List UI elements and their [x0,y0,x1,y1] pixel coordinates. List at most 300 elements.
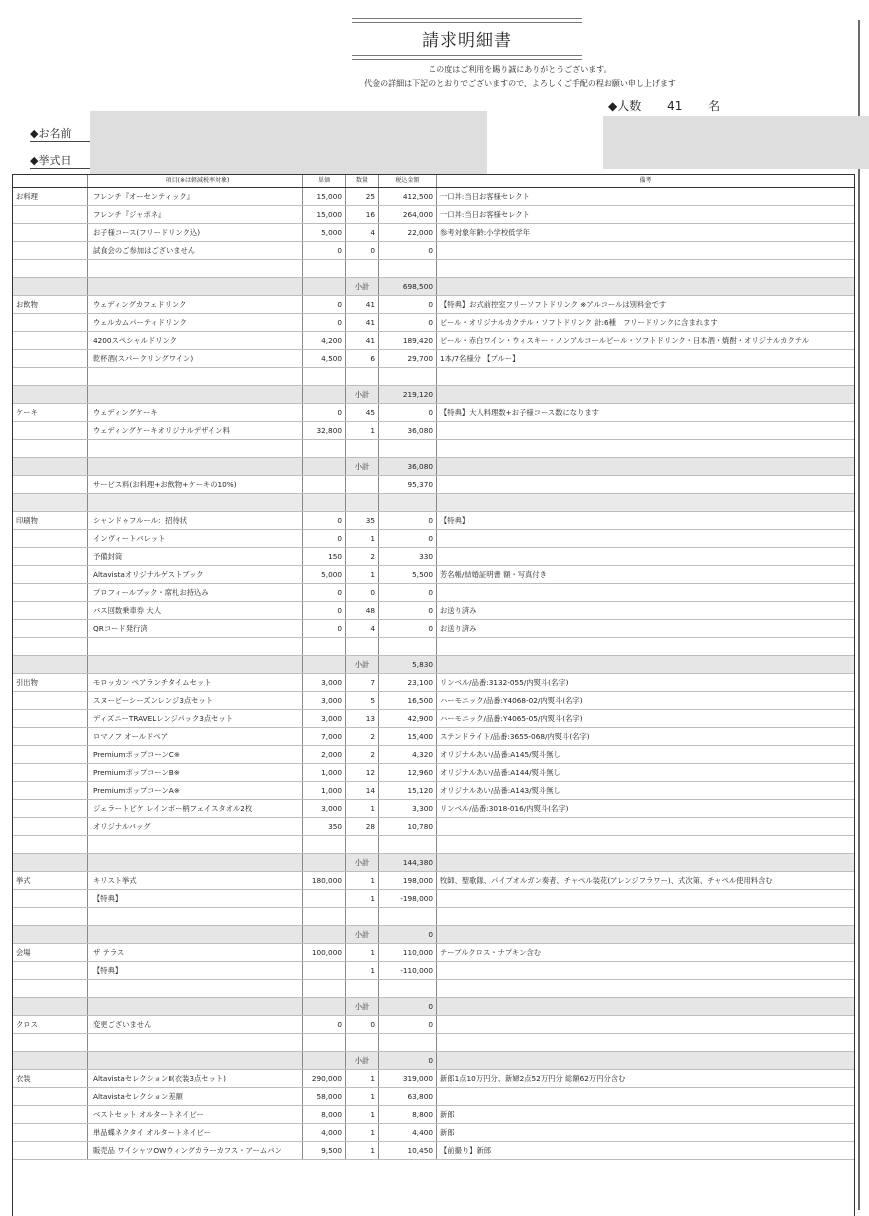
title-rule-bottom-2 [352,59,582,60]
qty-cell: 小計 [346,278,379,295]
table-row [13,944,854,962]
category-cell [13,278,88,295]
note-cell: ステンドライト/品番:3655-068/内熨斗(名字) [440,732,590,741]
price-cell: 350 [303,818,346,835]
col-category-header [13,175,88,187]
category-cell [13,332,88,349]
guest-count-label: ◆人数 [608,99,642,113]
item-cell: Altavistaセレクション差額 [88,1088,303,1105]
amount-cell: 42,900 [379,710,437,727]
table-row [13,800,854,818]
note-cell: ハーモニック/品番:Y4065-05/内熨斗(名字) [440,714,583,723]
note-cell: リンベル/品番:3018-016/内熨斗(名字) [440,804,569,813]
price-cell [303,386,346,403]
blank-row [13,260,854,278]
price-cell: 2,000 [303,746,346,763]
item-cell [88,980,303,997]
table-row [13,710,854,728]
amount-cell: 698,500 [379,278,437,295]
note-cell: ビール・赤白ワイン・ウィスキー・ノンアルコールビール・ソフトドリンク・日本酒・焼酎・オリジナルカクテル [440,336,809,345]
amount-cell [379,908,437,925]
price-cell: 150 [303,548,346,565]
subtotal-row [13,656,854,674]
category-cell [13,494,88,511]
item-cell: AltavistaセレクションⅡ(衣装3点セット) [88,1070,303,1087]
title-rule-top-2 [352,22,582,23]
ceremony-date-label: ◆挙式日 [30,154,72,167]
qty-cell: 0 [346,584,379,601]
category-cell [13,476,88,493]
price-cell: 32,800 [303,422,346,439]
price-cell: 0 [303,242,346,259]
table-row [13,692,854,710]
note-cell [437,1016,854,1033]
amount-cell [379,440,437,457]
table-row [13,566,854,584]
table-row [13,962,854,980]
price-cell [303,656,346,673]
price-cell [303,854,346,871]
qty-cell: 1 [346,944,379,961]
price-cell [303,998,346,1015]
qty-cell: 35 [346,512,379,529]
note-cell [437,422,854,439]
price-cell: 3,000 [303,692,346,709]
price-cell: 9,500 [303,1142,346,1159]
table-row [13,746,854,764]
qty-cell: 25 [346,188,379,205]
table-row [13,1106,854,1124]
amount-cell: 10,450 [379,1142,437,1159]
amount-cell [379,980,437,997]
note-cell: 芳名帳/結婚証明書 額・写真付き [440,570,547,579]
item-cell: 販売品 ワイシャツOWウィングカラーカフス・アームバン [88,1142,303,1159]
document-title: 請求明細書 [422,31,512,51]
qty-cell [346,1034,379,1051]
category-cell [13,566,88,583]
category-cell [13,656,88,673]
note-cell [437,908,854,925]
table-body [13,188,854,1160]
item-cell: 単品蝶ネクタイ オルタートネイビー [88,1124,303,1141]
price-cell [303,908,346,925]
table-row [13,242,854,260]
item-cell: ウェディングケーキ [88,404,303,421]
amount-cell: 0 [379,314,437,331]
category-cell [13,746,88,763]
table-row [13,764,854,782]
category-cell [13,962,88,979]
item-cell [88,998,303,1015]
amount-cell: 12,960 [379,764,437,781]
note-cell: ビール・オリジナルカクテル・ソフトドリンク 計:6種 フリードリンクに含まれます [440,318,718,327]
price-cell: 0 [303,602,346,619]
item-cell [88,908,303,925]
qty-cell [346,476,379,493]
category-cell [13,260,88,277]
category-cell [13,1142,88,1159]
amount-cell: 5,830 [379,656,437,673]
qty-cell: 45 [346,404,379,421]
amount-cell [379,260,437,277]
item-cell [88,656,303,673]
category-cell [13,926,88,943]
amount-cell: 0 [379,296,437,313]
category-cell [13,602,88,619]
item-cell [88,386,303,403]
greeting-line-1: この度はご利用を賜り誠にありがとうございます。 [428,65,612,74]
redacted-info-area [603,116,869,169]
item-cell: ザ テラス [88,944,303,961]
note-cell [437,1088,854,1105]
qty-cell: 1 [346,872,379,889]
item-cell [88,278,303,295]
category-cell: 挙式 [13,872,88,889]
qty-cell: 6 [346,350,379,367]
note-cell [437,368,854,385]
item-cell: PremiumポップコーンA※ [88,782,303,799]
title-rule-top [352,18,582,19]
price-cell: 58,000 [303,1088,346,1105]
price-cell [303,980,346,997]
note-cell: お送り済み [440,624,477,633]
item-cell: 4200スペシャルドリンク [88,332,303,349]
category-cell: クロス [13,1016,88,1033]
category-cell [13,458,88,475]
note-cell [437,548,854,565]
item-cell: 予備封筒 [88,548,303,565]
qty-cell: 1 [346,890,379,907]
blank-row [13,1034,854,1052]
amount-cell: 0 [379,530,437,547]
price-cell: 0 [303,404,346,421]
qty-cell: 41 [346,332,379,349]
category-cell [13,1052,88,1069]
table-row [13,548,854,566]
note-cell: テーブルクロス・ナプキン含む [440,948,541,957]
item-cell [88,854,303,871]
qty-cell: 1 [346,1124,379,1141]
price-cell: 290,000 [303,1070,346,1087]
amount-cell [379,368,437,385]
qty-cell: 48 [346,602,379,619]
note-cell [437,386,854,403]
category-cell: 引出物 [13,674,88,691]
amount-cell: 412,500 [379,188,437,205]
note-cell [437,260,854,277]
amount-cell [379,1034,437,1051]
qty-cell: 41 [346,296,379,313]
qty-cell: 1 [346,422,379,439]
amount-cell: 319,000 [379,1070,437,1087]
price-cell [303,440,346,457]
price-cell: 0 [303,530,346,547]
note-cell [437,818,854,835]
note-cell: 【特典】大人料理数+お子様コース数になります [440,408,599,417]
table-row [13,1088,854,1106]
note-cell [437,656,854,673]
price-cell [303,368,346,385]
amount-cell: 110,000 [379,944,437,961]
category-cell: ケーキ [13,404,88,421]
price-cell [303,638,346,655]
note-cell [437,854,854,871]
note-cell [437,1052,854,1069]
qty-cell: 41 [346,314,379,331]
table-row [13,872,854,890]
qty-cell: 2 [346,746,379,763]
amount-cell: 8,800 [379,1106,437,1123]
amount-cell: 5,500 [379,566,437,583]
item-cell: インヴィートバレット [88,530,303,547]
qty-cell [346,908,379,925]
item-cell [88,458,303,475]
item-cell [88,1052,303,1069]
price-cell: 15,000 [303,188,346,205]
price-cell: 7,000 [303,728,346,745]
note-cell [437,530,854,547]
category-cell [13,890,88,907]
subtotal-row [13,458,854,476]
table-row [13,818,854,836]
price-cell: 15,000 [303,206,346,223]
qty-cell: 1 [346,566,379,583]
amount-cell: 0 [379,926,437,943]
category-cell [13,422,88,439]
table-row [13,1016,854,1034]
subtotal-row [13,1052,854,1070]
subtotal-row [13,386,854,404]
category-cell [13,728,88,745]
item-cell: オリジナルバッグ [88,818,303,835]
table-row [13,296,854,314]
qty-cell [346,980,379,997]
subtotal-row [13,854,854,872]
price-cell: 0 [303,296,346,313]
item-cell [88,836,303,853]
blank-row [13,836,854,854]
blank-row [13,908,854,926]
note-cell: 一口丼:当日お客様セレクト [440,192,530,201]
category-cell [13,836,88,853]
qty-cell: 1 [346,1070,379,1087]
note-cell [437,278,854,295]
amount-cell: 22,000 [379,224,437,241]
qty-cell: 小計 [346,1052,379,1069]
table-row [13,476,854,494]
category-cell [13,440,88,457]
amount-cell: 95,370 [379,476,437,493]
item-cell: 変更ございません [88,1016,303,1033]
note-cell: オリジナルあい/品番:A143/熨斗無し [440,786,561,795]
table-row [13,584,854,602]
note-cell [437,638,854,655]
note-cell [437,242,854,259]
qty-cell [346,638,379,655]
amount-cell: 198,000 [379,872,437,889]
price-cell [303,1052,346,1069]
note-cell [437,458,854,475]
qty-cell: 小計 [346,386,379,403]
amount-cell: 0 [379,512,437,529]
price-cell: 3,000 [303,674,346,691]
amount-cell: 4,320 [379,746,437,763]
amount-cell: 0 [379,602,437,619]
note-cell: 1本/7名様分 【ブルー】 [440,354,520,363]
table-row [13,674,854,692]
price-cell [303,476,346,493]
category-cell [13,692,88,709]
table-row [13,422,854,440]
qty-cell: 1 [346,530,379,547]
item-cell [88,494,303,511]
qty-cell: 13 [346,710,379,727]
amount-cell: 0 [379,1052,437,1069]
table-row [13,782,854,800]
category-cell [13,800,88,817]
qty-cell: 1 [346,1106,379,1123]
note-cell: ハーモニック/品番:Y4068-02/内熨斗(名字) [440,696,583,705]
item-cell: モロッカン ペアランチタイムセット [88,674,303,691]
note-cell: お送り済み [440,606,477,615]
category-cell [13,980,88,997]
item-cell [88,260,303,277]
table-row [13,224,854,242]
item-cell: バス回数乗車券 大人 [88,602,303,619]
note-cell [437,962,854,979]
price-cell: 0 [303,314,346,331]
amount-cell [379,494,437,511]
qty-cell: 0 [346,1016,379,1033]
note-cell [437,926,854,943]
blank-row [13,368,854,386]
item-cell: ウェルカムパーティドリンク [88,314,303,331]
amount-cell: 4,400 [379,1124,437,1141]
category-cell [13,998,88,1015]
redacted-name-area [90,111,487,174]
amount-cell [379,836,437,853]
note-cell: オリジナルあい/品番:A145/熨斗無し [440,750,561,759]
price-cell: 0 [303,1016,346,1033]
qty-cell: 12 [346,764,379,781]
note-cell: 【特典】お式前控室フリーソフトドリンク ※アルコールは別料金です [440,300,667,309]
qty-cell [346,836,379,853]
amount-cell: 29,700 [379,350,437,367]
table-row [13,620,854,638]
category-cell [13,314,88,331]
amount-cell: 63,800 [379,1088,437,1105]
note-cell: 新郎 [440,1128,455,1137]
amount-cell: 36,080 [379,422,437,439]
category-cell [13,350,88,367]
note-cell [437,584,854,601]
note-cell: オリジナルあい/品番:A144/熨斗無し [440,768,561,777]
note-cell [437,494,854,511]
qty-cell: 5 [346,692,379,709]
col-qty-header: 数量 [346,175,379,187]
qty-cell: 2 [346,728,379,745]
title-block [352,16,582,66]
category-cell [13,386,88,403]
guest-count-unit: 名 [708,99,721,113]
price-cell [303,1034,346,1051]
price-cell [303,926,346,943]
qty-cell: 4 [346,620,379,637]
category-cell: 印刷物 [13,512,88,529]
item-cell: シャンドゥフルール：招待状 [88,512,303,529]
table-row [13,602,854,620]
item-cell [88,638,303,655]
price-cell: 5,000 [303,224,346,241]
note-cell: リンベル/品番:3132-055/内熨斗(名字) [440,678,569,687]
col-price-header: 単価 [303,175,346,187]
item-cell: ウェディングカフェドリンク [88,296,303,313]
price-cell [303,890,346,907]
note-cell: 新郎 [440,1110,455,1119]
price-cell: 100,000 [303,944,346,961]
item-cell: ウェディングケーキオリジナルデザイン料 [88,422,303,439]
table-row [13,206,854,224]
title-rule-bottom [352,55,582,56]
amount-cell: 16,500 [379,692,437,709]
amount-cell: 264,000 [379,206,437,223]
qty-cell [346,440,379,457]
amount-cell: 189,420 [379,332,437,349]
amount-cell: 330 [379,548,437,565]
qty-cell: 1 [346,1088,379,1105]
price-cell: 0 [303,512,346,529]
price-cell: 8,000 [303,1106,346,1123]
qty-cell [346,260,379,277]
table-row [13,1142,854,1160]
category-cell [13,764,88,781]
item-cell: フレンチ『オーセンティック』 [88,188,303,205]
item-cell: お子様コース(フリードリンク込) [88,224,303,241]
table-row [13,314,854,332]
qty-cell: 小計 [346,998,379,1015]
amount-cell: 219,120 [379,386,437,403]
category-cell [13,224,88,241]
item-cell: プロフィールブック・席札お持込み [88,584,303,601]
price-cell: 4,000 [303,1124,346,1141]
item-cell [88,1034,303,1051]
table-row [13,530,854,548]
price-cell: 0 [303,620,346,637]
amount-cell: 10,780 [379,818,437,835]
blank-row [13,494,854,512]
table-row [13,890,854,908]
price-cell [303,260,346,277]
col-note-header: 備考 [639,177,652,184]
price-cell: 1,000 [303,782,346,799]
note-cell [437,440,854,457]
note-cell: 【特典】 [440,516,470,525]
category-cell [13,368,88,385]
qty-cell: 28 [346,818,379,835]
qty-cell: 14 [346,782,379,799]
guest-count-value: 41 [667,99,683,113]
category-cell [13,620,88,637]
name-label: ◆お名前 [30,127,72,140]
category-cell [13,1088,88,1105]
category-cell [13,1124,88,1141]
category-cell [13,1034,88,1051]
blank-row [13,638,854,656]
item-cell: 【特典】 [88,962,303,979]
price-cell: 3,000 [303,710,346,727]
price-cell [303,494,346,511]
subtotal-row [13,926,854,944]
